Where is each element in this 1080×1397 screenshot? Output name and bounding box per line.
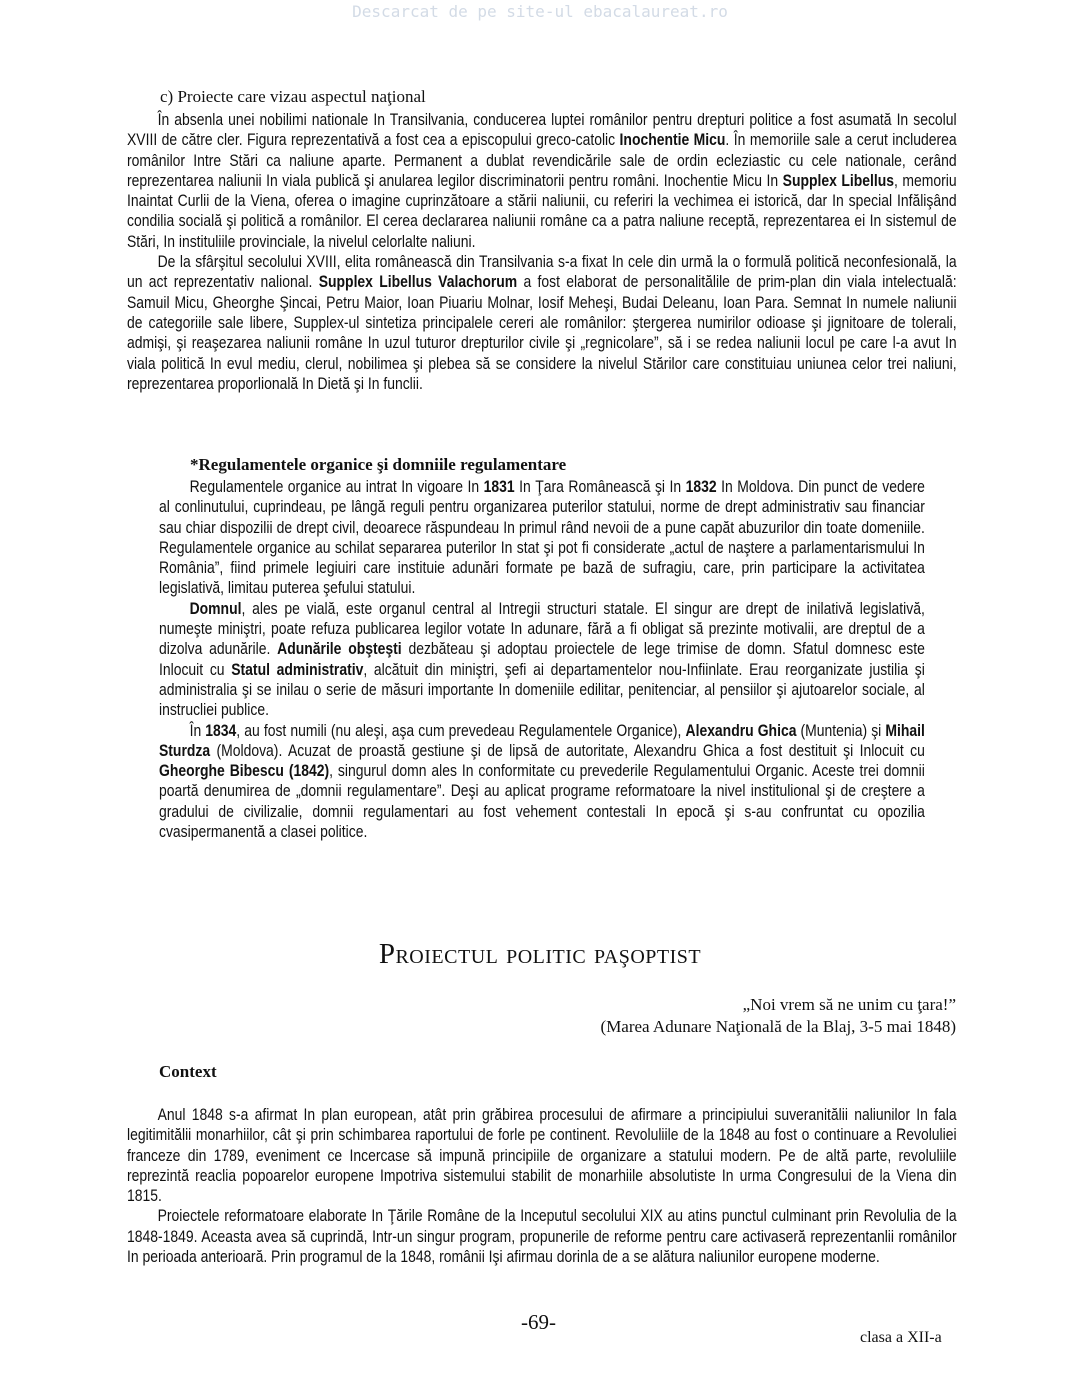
- bold-text: Supplex Libellus: [782, 171, 895, 190]
- paragraph: [159, 477, 925, 599]
- bold-text: Inochentie Micu: [619, 131, 726, 150]
- paragraph: [127, 1206, 957, 1267]
- section-body: [127, 1105, 957, 1267]
- text-run: a fost elaborat de personalitălile de prim-plan din viala intelectuală: Samuil Micu, Gheorghe Şincai, Petru Maior, Ioan Piuariu Molnar, Iosif Meheşi, Budai Deleanu, Ioan Para. Semnat In numele naliunii de categoriile sale libere, Supplex-ul sintetiza principalele cereri ale românilor: ştergerea numirilor odioase şi jignitoare de tolerali, admişi, şi reaşezarea naliunii române In uzul tuturor drepturilor civile şi „regnicolare”, să i se redea naliunii locul pe care l-a avut In viala politică In evul mediu, clerul, nobilimea şi plebea să se considere la nivelul Stărilor care constituiau uniunea celor trei naliuni, reprezentarea proporlională In Dietă şi In funclii.: [127, 273, 957, 393]
- section-body: [127, 110, 957, 394]
- page-number: -69-: [521, 1310, 556, 1334]
- bold-text: 1831: [483, 478, 515, 496]
- bold-text: Statul administrativ: [231, 660, 364, 679]
- text-run: dezbăteau şi adoptau proiectele de lege trimise de domn. Sfatul domnesc este Inlocuit cu: [159, 640, 925, 679]
- text-run: , memoriu Inaintat Curlii de la Viena, oferea o imagine cuprinzătoare a stării naliunii, cu referiri la vechimea ei istorică, dar In special Infălişând condilia socială şi politică a românilor. El cerea declararea naliunii române ca a patra naliune receptă, reprezentarea ei In sistemul de Stări, In instituliile provinciale, la nivelul celorlalte naliuni.: [127, 171, 957, 251]
- epigraph-source: (Marea Adunare Naţională de la Blaj, 3-5 mai 1848): [600, 1017, 956, 1036]
- paragraph: [127, 110, 957, 252]
- text-run: De la sfârşitul secolului XVIII, elita românească din Transilvania s-a fixat In cele din urmă la o formulă politică neconfesională, la un act reprezentativ nalional.: [127, 253, 957, 292]
- bold-text: Gheorghe Bibescu (1842): [159, 762, 330, 781]
- paragraph: [159, 599, 925, 721]
- bold-text: Domnul: [189, 599, 242, 618]
- text-run: In Moldova. Din punct de vedere al conlinutului, cuprindeau, pe lângă reguli pentru organizarea puterilor statului, norme de drept administrativ sau financiar sau chiar dispozilii de drept civil, deoarece răspundeau In primul rând nevoii de a pune capăt abuzurilor din toate domeniile. Regulamentele organice au schilat separarea puterilor In stat şi pot fi considerate „actul de naştere a parlamentarismului In România”, fiind primele legiuiri care instituie adunări formate pe bază de sufragiu, care, prin participare la activitatea legislativă, limitau puterea şefului statului.: [159, 478, 925, 598]
- bold-text: 1832: [685, 478, 717, 496]
- paragraph: [127, 252, 957, 394]
- section-heading-national-projects: c) Proiecte care vizau aspectul naţional: [160, 87, 426, 106]
- text-run: , au fost numili (nu aleşi, aşa cum prevedeau Regulamentele Organice),: [236, 721, 686, 740]
- text-run: , singurul domn ales In conformitate cu prevederile Regulamentului Organic. Aceste trei domnii poartă denumirea de „domnii regulamentare”. Deşi au aplicat programe reformatoare la nivel institulional şi de creştere a gradului de civilizalie, domnii regulamentari au fost vehement contestali In epocă şi s-au confruntat cu opozilia cvasipermanentă a clasei politice.: [159, 762, 925, 842]
- paragraph: [127, 1105, 957, 1206]
- section-heading-context: Context: [159, 1062, 217, 1081]
- text-run: (Moldova). Acuzat de proastă gestiune şi de lipsă de autoritate, Alexandru Ghica a fost destituit şi Inlocuit cu: [210, 741, 925, 760]
- epigraph: [601, 994, 956, 1038]
- text-run: (Muntenia) şi: [796, 721, 886, 740]
- chapter-title: Proiectul politic paşoptist: [378, 938, 702, 970]
- bold-text: Mihail Sturdza: [159, 721, 925, 760]
- text-run: Regulamentele organice au intrat In vigoare In: [189, 478, 484, 496]
- text-run: In Ţara Românească şi In: [514, 478, 686, 496]
- section-heading-regulamente: *Regulamentele organice şi domniile regulamentare: [190, 455, 567, 474]
- bold-text: Supplex Libellus Valachorum: [318, 273, 518, 292]
- paragraph: [159, 721, 925, 843]
- text-run: Proiectele reformatoare elaborate In Ţările Române de la Inceputul secolului XIX au atins punctul culminant prin Revolulia de la 1848-1849. Aceasta avea să cuprindă, Intr-un singur program, propunerile de reforme pentru care activaseră reprezentanlii românilor In perioada anterioară. Prin programul de la 1848, românii Işi afirmau dorinla de a se alătura naliunilor europene moderne.: [127, 1207, 957, 1267]
- section-body: [159, 477, 925, 842]
- bold-text: Alexandru Ghica: [685, 721, 797, 740]
- bold-text: 1834: [205, 721, 237, 740]
- bold-text: Adunările obşteşti: [277, 640, 402, 659]
- text-run: . În memoriile sale a cerut includerea românilor Intre Stări ca naliune aparte. Permanent a dublat revendicările sale de ordin ecleziastic cu cele nationale, cerând reprezentarea naliunii In viala publică şi anularea legilor discriminatorii pentru români. Inochentie Micu In: [127, 131, 957, 190]
- text-run: În absenla unei nobilimi nationale In Transilvania, conducerea luptei românilor pentru drepturi politice a fost asumată In secolul XVIII de către cler. Figura reprezentativă a fost cea a episcopului greco-catolic: [127, 111, 957, 150]
- text-run: În: [189, 721, 206, 740]
- text-run: , ales pe vială, este organul central al Intregii structuri statale. El singur are drept de inilativă legislativă, numeşte miniştri, poate refuza publicarea legilor votate In adunare, fără a fi obligat să prezinte motivalii, are dreptul de a dizolva adunările.: [159, 599, 925, 659]
- text-run: Anul 1848 s-a afirmat In plan european, atât prin grăbirea procesului de afirmare a principiului suveranitălii naliunilor In fala legitimitălii monarhiilor, cât şi prin schimbarea raportului de forle pe continent. Revoluliile de la 1848 au fost o continuare a Revoluliei franceze din 1789, eveniment ce Incercase să impună principiile de organizare a statului modern. Pe de altă parte, revoluliile reprezintă reaclia popoarelor europene Impotriva sistemului stabilit de monarhiile absolutiste In urma Congresului de la Viena din 1815.: [127, 1106, 957, 1206]
- text-run: , alcătuit din miniştri, şefi ai departamentelor nou-Infiinlate. Erau reorganizate justilia şi administralia şi se inilau o serie de măsuri importante In domeniile edilitar, penitenciar, al pensiilor şi ajutoarelor sociale, al instrucliei publice.: [159, 660, 925, 720]
- watermark: Descarcat de pe site-ul ebacalaureat.ro: [352, 2, 728, 21]
- class-label: clasa a XII-a: [860, 1329, 942, 1346]
- epigraph-quote: „Noi vrem să ne unim cu ţara!”: [742, 995, 956, 1014]
